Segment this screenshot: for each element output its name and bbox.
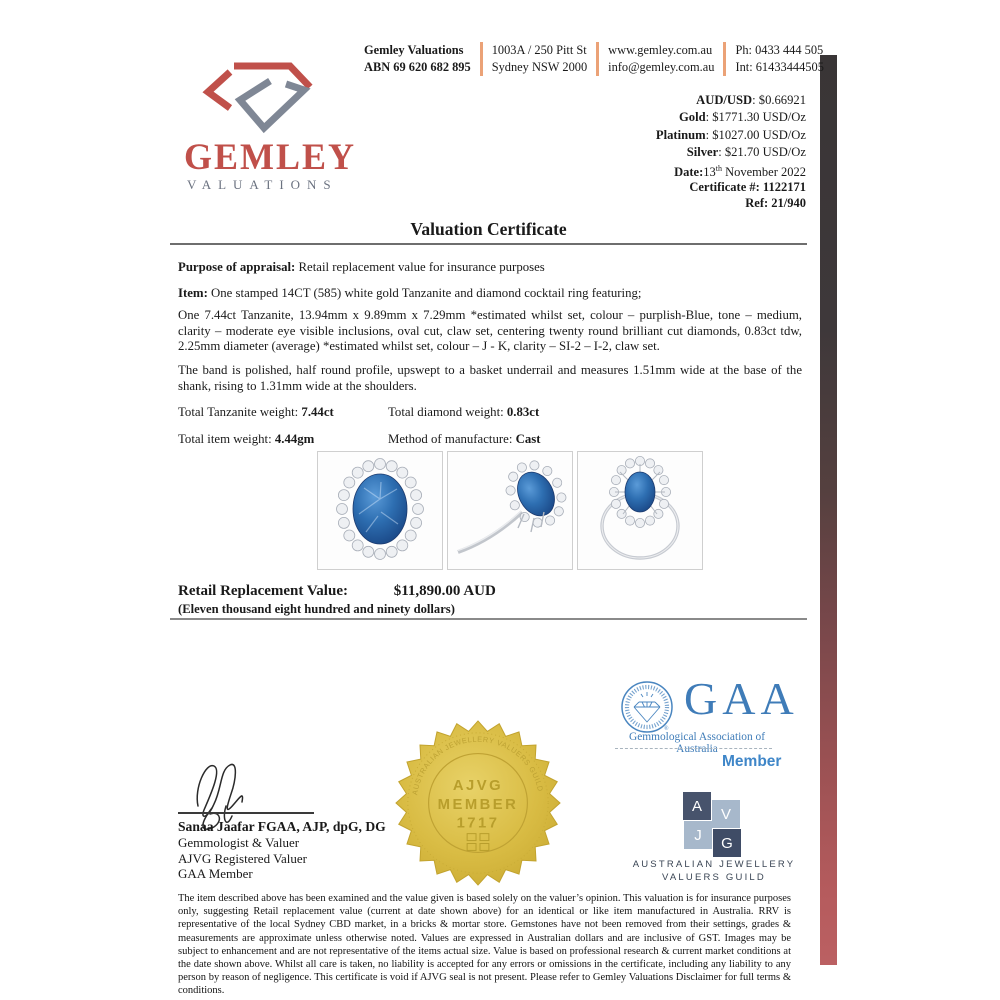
- brand-name: GEMLEY: [184, 136, 357, 178]
- brand-subtitle: VALUATIONS: [187, 177, 338, 192]
- gemley-diamond-logo-icon: [196, 40, 336, 135]
- valuer-name: Sanaa Jaafar FGAA, AJP, dpG, DG: [178, 819, 386, 834]
- web-block: [599, 42, 723, 76]
- ring-photos: [317, 451, 703, 570]
- reference-number: Ref: 21/940: [745, 195, 806, 210]
- diamond-weight: Total diamond weight: 0.83ct: [388, 405, 540, 419]
- disclaimer-text: The item described above has been examined and the value given is based solely on the valuer’s opinion. This valuation is for insurance purposes only, suggesting Retail replacement value (current at date shown above) for an identical or like item manufactured in Australia. RRV is representative of the local Sydney CBD market, in a bricks & mortar store. Gemstones have not been removed from their settings, grades & measurements are approximate unless otherwise noted. Values are expressed in Australian dollars and are inclusive of GST. Images may be subject to enhancement and are not representative of the items actual size. Value is based on professional research & current market conditions at the date shown above. Whilst all care is taken, no liability is accepted for any errors or omissions in the certificate, including any liability to any person by reason of negligence. This certificate is void if AJVG seal is not present. Please refer to Gemley Valuations Disclaimer for full terms & conditions.: [178, 893, 791, 997]
- description-paragraph-2: The band is polished, half round profile, upswept to a basket underrail and measures 1.51mm wide at the base of the shank, rising to 1.31mm wide at the shoulders.: [178, 363, 802, 393]
- description-paragraph-1: One 7.44ct Tanzanite, 13.94mm x 9.89mm x 7.29mm *estimated whilst set, colour – purplish-Blue, tone – medium, clarity – moderate eye visible inclusions, oval cut, claw set, centering twenty round brilliant cut diamonds, 0.83ct tdw, 2.25mm diameter (average) *estimated whilst set, colour – J - K, clarity – SI-2 – I-2, claw set.: [178, 308, 802, 353]
- ajvg-square-a: A: [683, 792, 711, 820]
- date-line: Date:13th November 2022: [674, 164, 806, 180]
- valuer-title-2: AJVG Registered Valuer: [178, 850, 308, 866]
- valuer-title-1: Gemmologist & Valuer: [178, 834, 300, 850]
- valuer-title-3: GAA Member: [178, 866, 253, 882]
- website: www.gemley.com.au: [608, 43, 713, 57]
- page-title: Valuation Certificate: [410, 219, 567, 239]
- ajvg-square-v: V: [712, 800, 740, 828]
- rate-audusd: AUD/USD: $0.66921: [696, 93, 806, 107]
- phone: Ph: 0433 444 505: [735, 43, 824, 57]
- seal-line2: MEMBER: [437, 796, 519, 813]
- header-contact-strip: [364, 42, 833, 76]
- item-weight: Total item weight: 4.44gm: [178, 432, 315, 446]
- manufacture-method: Method of manufacture: Cast: [388, 432, 541, 446]
- ring-photo-front-view: [577, 451, 703, 570]
- certificate-number: Certificate #: 1122171: [689, 180, 806, 195]
- seal-line3: 1717: [456, 815, 500, 832]
- title-rule: [170, 243, 807, 245]
- ajvg-gold-seal: [394, 719, 562, 887]
- address-line2: Sydney NSW 2000: [491, 60, 588, 74]
- rate-platinum: Platinum: $1027.00 USD/Oz: [655, 127, 806, 142]
- seal-ring-text: AUSTRALIAN JEWELLERY VALUERS GUILD: [410, 734, 546, 796]
- ring-photo-top-view: [317, 451, 443, 570]
- accent-side-bar: [820, 55, 837, 965]
- rrv-rule: [170, 618, 807, 620]
- retail-replacement-value: [178, 583, 496, 600]
- company-abn: ABN 69 620 682 895: [364, 60, 471, 74]
- address-block: [483, 42, 596, 76]
- gaa-dashed-rule: [615, 748, 772, 749]
- ring-photo-side-view: [447, 451, 573, 570]
- address-line1: 1003A / 250 Pitt St: [491, 43, 587, 57]
- gaa-member-label: Member: [722, 753, 782, 770]
- phone-intl: Int: 61433444505: [735, 60, 824, 74]
- metal-rates: [656, 92, 806, 161]
- ajvg-square-g: G: [713, 829, 741, 857]
- ajvg-square-j: J: [684, 821, 712, 849]
- rate-gold: Gold: $1771.30 USD/Oz: [678, 110, 806, 125]
- ajvg-name-line2: VALUERS GUILD: [662, 872, 766, 883]
- rrv-in-words: (Eleven thousand eight hundred and ninety dollars): [178, 602, 455, 616]
- rrv-label: Retail Replacement Value:: [178, 583, 348, 599]
- gaa-acronym: GAA: [684, 673, 799, 724]
- gaa-full-name: Gemmological Association of Australia: [628, 731, 766, 755]
- valuer-details: [178, 819, 386, 882]
- phone-block: [726, 42, 832, 76]
- signature-line: [178, 812, 314, 814]
- purpose-line: Purpose of appraisal: Retail replacement value for insurance purposes: [178, 260, 545, 274]
- company-block: [364, 42, 480, 76]
- gaa-emblem-icon: [620, 680, 674, 734]
- seal-line1: AJVG: [452, 778, 504, 795]
- rrv-amount: $11,890.00 AUD: [393, 583, 496, 599]
- certificate-meta: [674, 161, 806, 211]
- rate-silver: Silver: $21.70 USD/Oz: [686, 144, 806, 159]
- item-line: Item: One stamped 14CT (585) white gold Tanzanite and diamond cocktail ring featuring;: [178, 286, 642, 300]
- company-name: Gemley Valuations: [364, 43, 464, 57]
- ajvg-name-line1: AUSTRALIAN JEWELLERY: [632, 859, 796, 870]
- email: info@gemley.com.au: [608, 60, 715, 74]
- tanzanite-weight: Total Tanzanite weight: 7.44ct: [178, 405, 334, 419]
- registered-mark: ®: [664, 726, 669, 732]
